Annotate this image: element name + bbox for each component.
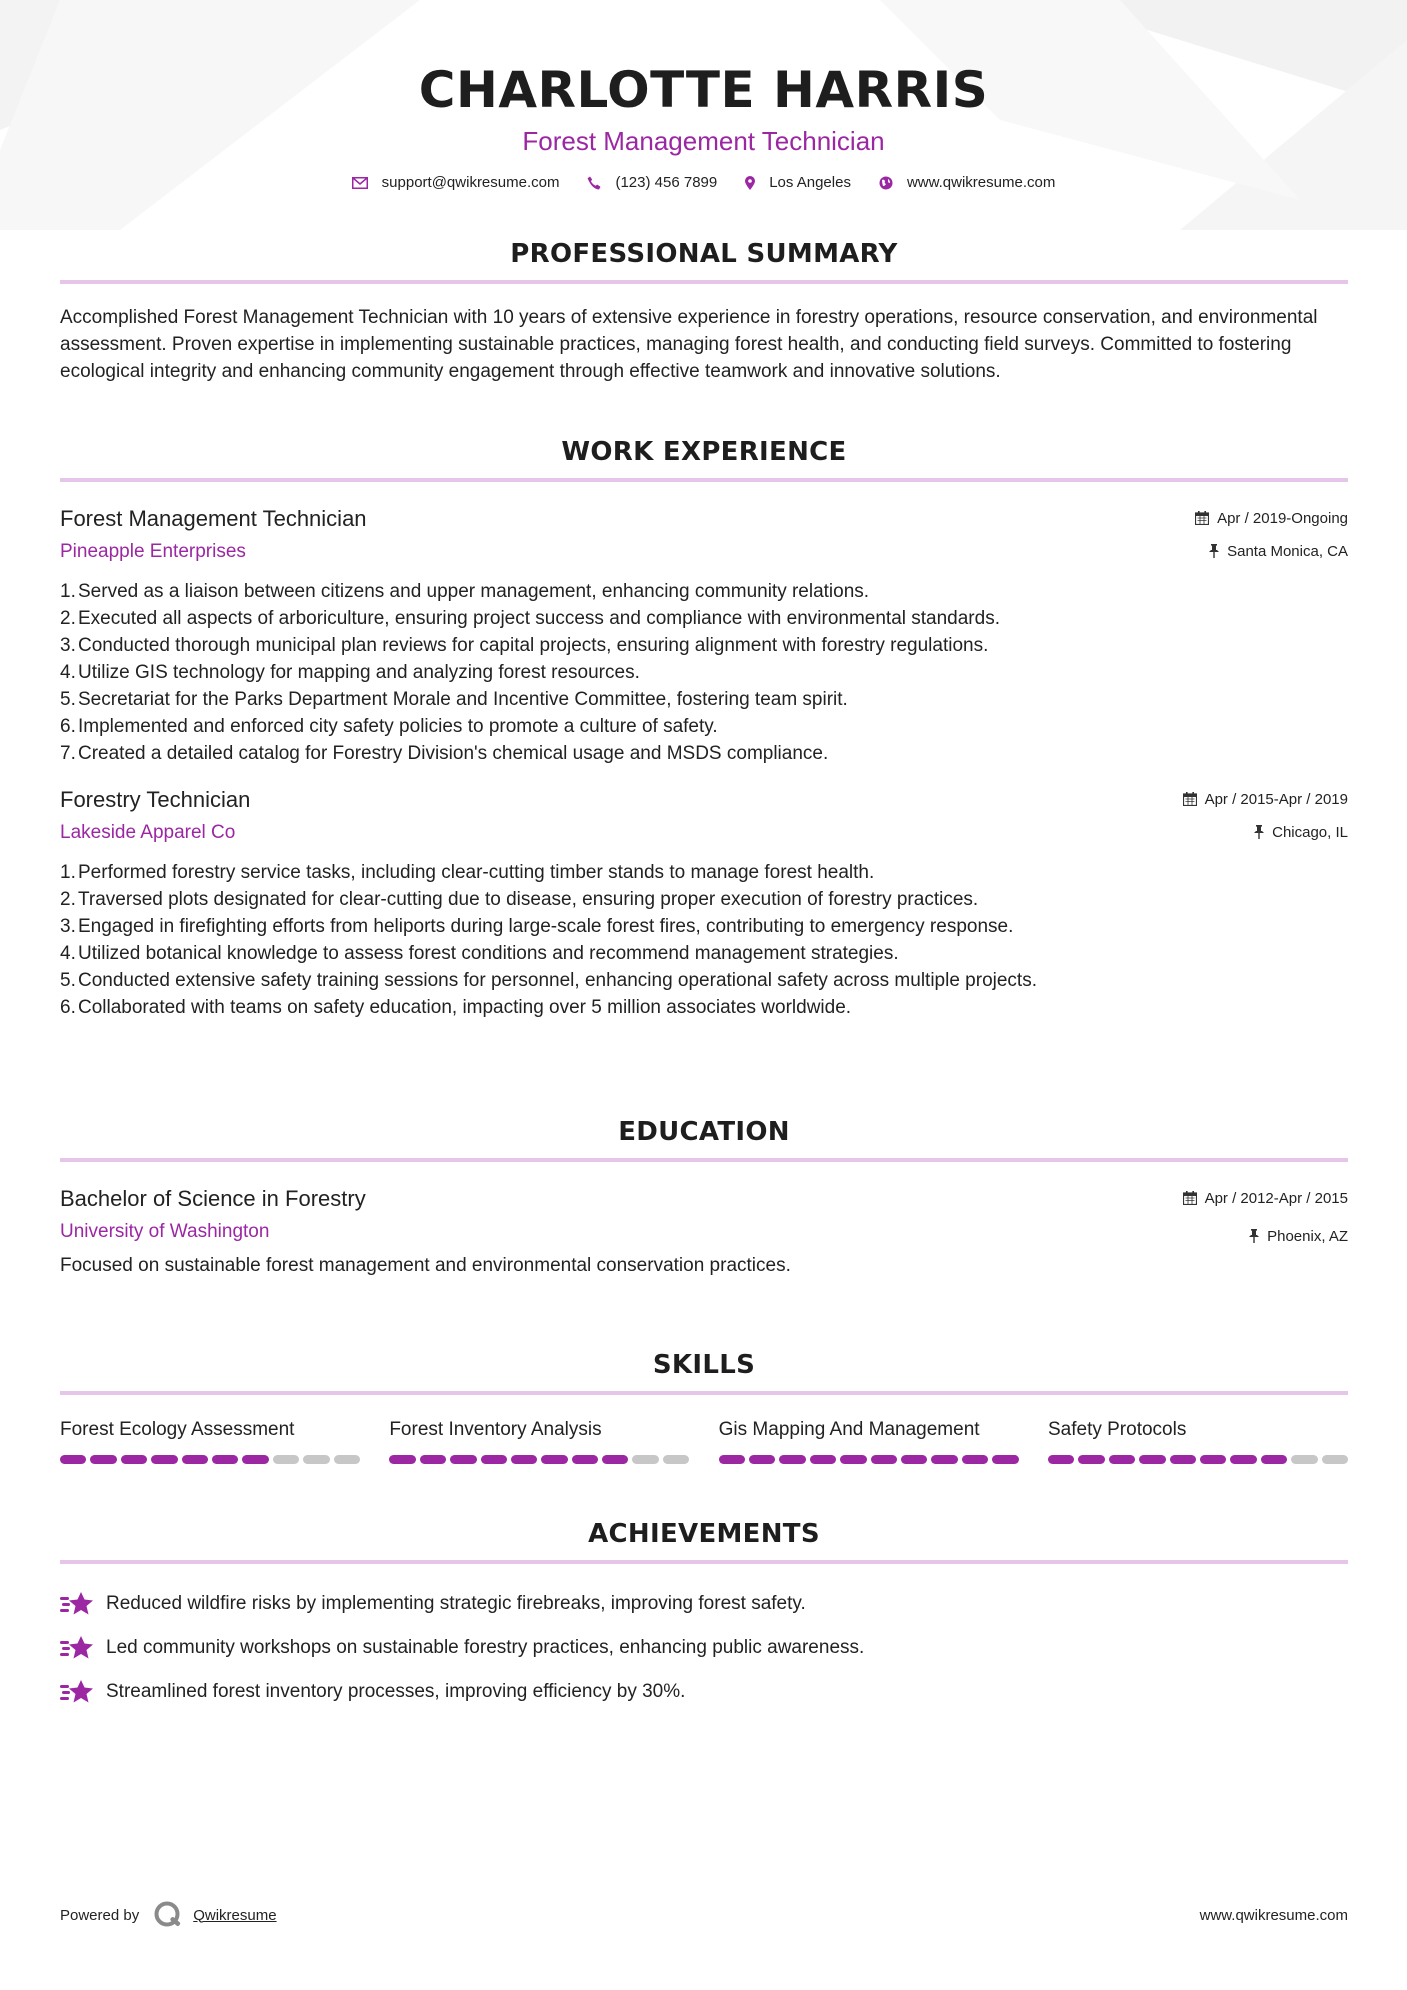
job-location bbox=[1195, 539, 1348, 563]
list-item: 6. Implemented and enforced city safety policies to promote a culture of safety. bbox=[60, 716, 718, 737]
phone-icon bbox=[587, 176, 601, 190]
skill-segment-empty bbox=[663, 1455, 689, 1464]
shooting-star-icon bbox=[60, 1591, 94, 1617]
education-location-text: Phoenix, AZ bbox=[1267, 1227, 1348, 1245]
skill-segment-filled bbox=[871, 1455, 897, 1464]
skill-segment-filled bbox=[1170, 1455, 1196, 1464]
pushpin-icon bbox=[1209, 544, 1219, 558]
job-title: Forest Management Technician bbox=[60, 506, 367, 531]
contact-bar bbox=[0, 174, 1407, 191]
contact-location bbox=[745, 174, 851, 191]
education-dates bbox=[1183, 1186, 1348, 1210]
contact-website-text: www.qwikresume.com bbox=[906, 174, 1056, 191]
skill-segment-filled bbox=[541, 1455, 567, 1464]
skill-segment-filled bbox=[420, 1455, 446, 1464]
skill-segment-filled bbox=[212, 1455, 238, 1464]
achievement-item bbox=[60, 1670, 1348, 1714]
list-item: 6. Collaborated with teams on safety education, impacting over 5 million associates worldwide. bbox=[60, 997, 852, 1018]
skill-item bbox=[389, 1417, 689, 1464]
pushpin-icon bbox=[1254, 825, 1264, 839]
section-divider bbox=[60, 1391, 1348, 1395]
qwikresume-logo-icon bbox=[153, 1900, 183, 1930]
skill-segment-filled bbox=[719, 1455, 745, 1464]
skill-item bbox=[1048, 1417, 1348, 1464]
job-bullets bbox=[60, 859, 1348, 1021]
shooting-star-icon bbox=[60, 1679, 94, 1705]
skill-segment-filled bbox=[450, 1455, 476, 1464]
skill-segment-filled bbox=[1230, 1455, 1256, 1464]
contact-website[interactable] bbox=[879, 174, 1055, 191]
achievement-text: Streamlined forest inventory processes, improving efficiency by 30%. bbox=[106, 1681, 686, 1702]
skill-segment-filled bbox=[1078, 1455, 1104, 1464]
skill-item bbox=[60, 1417, 360, 1464]
skills-list bbox=[60, 1417, 1348, 1464]
job-location-text: Chicago, IL bbox=[1272, 823, 1348, 841]
skills-heading: SKILLS bbox=[652, 1350, 756, 1380]
achievement-text: Led community workshops on sustainable forestry practices, enhancing public awareness. bbox=[106, 1637, 865, 1658]
skill-segment-filled bbox=[1109, 1455, 1135, 1464]
skill-segment-filled bbox=[121, 1455, 147, 1464]
education-heading: EDUCATION bbox=[618, 1117, 790, 1147]
job-dates bbox=[1195, 506, 1348, 530]
envelope-icon bbox=[352, 177, 368, 189]
skill-name: Safety Protocols bbox=[1047, 1419, 1187, 1440]
skill-level-bar bbox=[389, 1455, 689, 1464]
calendar-icon bbox=[1195, 511, 1209, 525]
skill-segment-empty bbox=[303, 1455, 329, 1464]
achievements-section bbox=[60, 1518, 1348, 1714]
contact-email-text: support@qwikresume.com bbox=[381, 174, 560, 191]
skill-segment-filled bbox=[182, 1455, 208, 1464]
education-location bbox=[1183, 1224, 1348, 1248]
footer-website[interactable]: www.qwikresume.com bbox=[1199, 1906, 1348, 1924]
shooting-star-icon bbox=[60, 1635, 94, 1661]
job-bullets bbox=[60, 578, 1348, 767]
education-section bbox=[60, 1116, 1348, 1279]
skill-segment-filled bbox=[901, 1455, 927, 1464]
skill-segment-filled bbox=[1048, 1455, 1074, 1464]
job-meta bbox=[1183, 787, 1348, 844]
resume-header bbox=[0, 58, 1407, 158]
powered-by-label: Powered by bbox=[60, 1906, 140, 1924]
experience-heading: WORK EXPERIENCE bbox=[561, 437, 847, 467]
skill-segment-filled bbox=[242, 1455, 268, 1464]
list-item: 4. Utilize GIS technology for mapping and analyzing forest resources. bbox=[60, 662, 640, 683]
list-item: 7. Created a detailed catalog for Forestry Division's chemical usage and MSDS compliance. bbox=[60, 743, 829, 764]
skill-segment-filled bbox=[779, 1455, 805, 1464]
skill-segment-filled bbox=[931, 1455, 957, 1464]
list-item: 1. Performed forestry service tasks, including clear-cutting timber stands to manage forest health. bbox=[60, 862, 875, 883]
experience-section bbox=[60, 436, 1348, 1021]
globe-icon bbox=[879, 176, 893, 190]
skill-segment-filled bbox=[962, 1455, 988, 1464]
job-company: Pineapple Enterprises bbox=[60, 541, 246, 562]
skill-segment-empty bbox=[273, 1455, 299, 1464]
skills-section bbox=[60, 1349, 1348, 1464]
map-pin-icon bbox=[745, 176, 755, 190]
list-item: 2. Traversed plots designated for clear-cutting due to disease, ensuring proper execution of forestry practices. bbox=[60, 889, 979, 910]
education-meta bbox=[1183, 1186, 1348, 1248]
section-divider bbox=[60, 280, 1348, 284]
candidate-title: Forest Management Technician bbox=[522, 126, 885, 156]
skill-segment-filled bbox=[749, 1455, 775, 1464]
skill-segment-filled bbox=[90, 1455, 116, 1464]
job-entry bbox=[60, 785, 1348, 1021]
skill-segment-filled bbox=[840, 1455, 866, 1464]
skill-level-bar bbox=[1048, 1455, 1348, 1464]
summary-heading: PROFESSIONAL SUMMARY bbox=[510, 239, 898, 269]
skill-level-bar bbox=[60, 1455, 360, 1464]
skill-segment-filled bbox=[511, 1455, 537, 1464]
skill-segment-filled bbox=[992, 1455, 1018, 1464]
list-item: 4. Utilized botanical knowledge to assess forest conditions and recommend management strategies. bbox=[60, 943, 899, 964]
calendar-icon bbox=[1183, 792, 1197, 806]
skill-segment-empty bbox=[1291, 1455, 1317, 1464]
degree-title: Bachelor of Science in Forestry bbox=[60, 1186, 366, 1211]
achievement-item bbox=[60, 1582, 1348, 1626]
pushpin-icon bbox=[1249, 1229, 1259, 1243]
skill-segment-filled bbox=[151, 1455, 177, 1464]
contact-email[interactable] bbox=[352, 174, 560, 191]
job-company: Lakeside Apparel Co bbox=[60, 822, 236, 843]
section-divider bbox=[60, 478, 1348, 482]
powered-by bbox=[60, 1900, 277, 1930]
skill-segment-filled bbox=[389, 1455, 415, 1464]
skill-segment-filled bbox=[1200, 1455, 1226, 1464]
skill-segment-filled bbox=[572, 1455, 598, 1464]
job-dates bbox=[1183, 787, 1348, 811]
skill-segment-filled bbox=[60, 1455, 86, 1464]
list-item: 3. Engaged in firefighting efforts from heliports during large-scale forest fires, contributing to emergency response. bbox=[60, 916, 1014, 937]
skill-name: Gis Mapping And Management bbox=[718, 1419, 980, 1440]
section-divider bbox=[60, 1158, 1348, 1162]
list-item: 2. Executed all aspects of arboriculture, ensuring project success and compliance with environmental standards. bbox=[60, 608, 1000, 629]
skill-segment-empty bbox=[1322, 1455, 1348, 1464]
job-location-text: Santa Monica, CA bbox=[1227, 542, 1348, 560]
list-item: 5. Conducted extensive safety training sessions for personnel, enhancing operational safety across multiple projects. bbox=[60, 970, 1037, 991]
achievements-list bbox=[60, 1582, 1348, 1714]
section-divider bbox=[60, 1560, 1348, 1564]
skill-segment-filled bbox=[481, 1455, 507, 1464]
list-item: 1. Served as a liaison between citizens and upper management, enhancing community relations. bbox=[60, 581, 870, 602]
job-dates-text: Apr / 2015-Apr / 2019 bbox=[1204, 790, 1348, 808]
list-item: 3. Conducted thorough municipal plan reviews for capital projects, ensuring alignment with forestry regulations. bbox=[60, 635, 989, 656]
contact-phone[interactable] bbox=[587, 174, 717, 191]
job-location bbox=[1183, 820, 1348, 844]
school-name: University of Washington bbox=[60, 1221, 270, 1242]
achievement-text: Reduced wildfire risks by implementing strategic firebreaks, improving forest safety. bbox=[106, 1593, 806, 1614]
job-entry bbox=[60, 504, 1348, 767]
list-item: 5. Secretariat for the Parks Department Morale and Incentive Committee, fostering team spirit. bbox=[60, 689, 848, 710]
skill-name: Forest Ecology Assessment bbox=[60, 1419, 295, 1440]
education-entry bbox=[60, 1184, 1348, 1279]
skill-item bbox=[719, 1417, 1019, 1464]
skill-segment-empty bbox=[632, 1455, 658, 1464]
job-dates-text: Apr / 2019-Ongoing bbox=[1217, 509, 1348, 527]
skill-segment-filled bbox=[1139, 1455, 1165, 1464]
education-description: Focused on sustainable forest management and environmental conservation practices. bbox=[60, 1255, 791, 1276]
job-title: Forestry Technician bbox=[60, 787, 251, 812]
achievement-item bbox=[60, 1626, 1348, 1670]
job-meta bbox=[1195, 506, 1348, 563]
page-footer bbox=[60, 1895, 1348, 1935]
summary-section bbox=[60, 238, 1348, 385]
education-dates-text: Apr / 2012-Apr / 2015 bbox=[1204, 1189, 1348, 1207]
skill-segment-filled bbox=[602, 1455, 628, 1464]
skill-level-bar bbox=[719, 1455, 1019, 1464]
skill-name: Forest Inventory Analysis bbox=[389, 1419, 602, 1440]
candidate-name: CHARLOTTE HARRIS bbox=[418, 61, 989, 119]
skill-segment-empty bbox=[334, 1455, 360, 1464]
skill-segment-filled bbox=[810, 1455, 836, 1464]
skill-segment-filled bbox=[1261, 1455, 1287, 1464]
calendar-icon bbox=[1183, 1191, 1197, 1205]
qwikresume-link[interactable]: Qwikresume bbox=[193, 1906, 277, 1924]
contact-location-text: Los Angeles bbox=[769, 174, 851, 191]
summary-text: Accomplished Forest Management Technician with 10 years of extensive experience in forestry operations, resource conservation, and environmental assessment. Proven expertise in implementing sustainable practices, managing forest health, and conducting field surveys. Committed to fostering ecological integrity and enhancing community engagement through effective teamwork and innovative solutions. bbox=[60, 307, 1318, 382]
achievements-heading: ACHIEVEMENTS bbox=[588, 1519, 820, 1549]
contact-phone-text: (123) 456 7899 bbox=[615, 174, 718, 191]
